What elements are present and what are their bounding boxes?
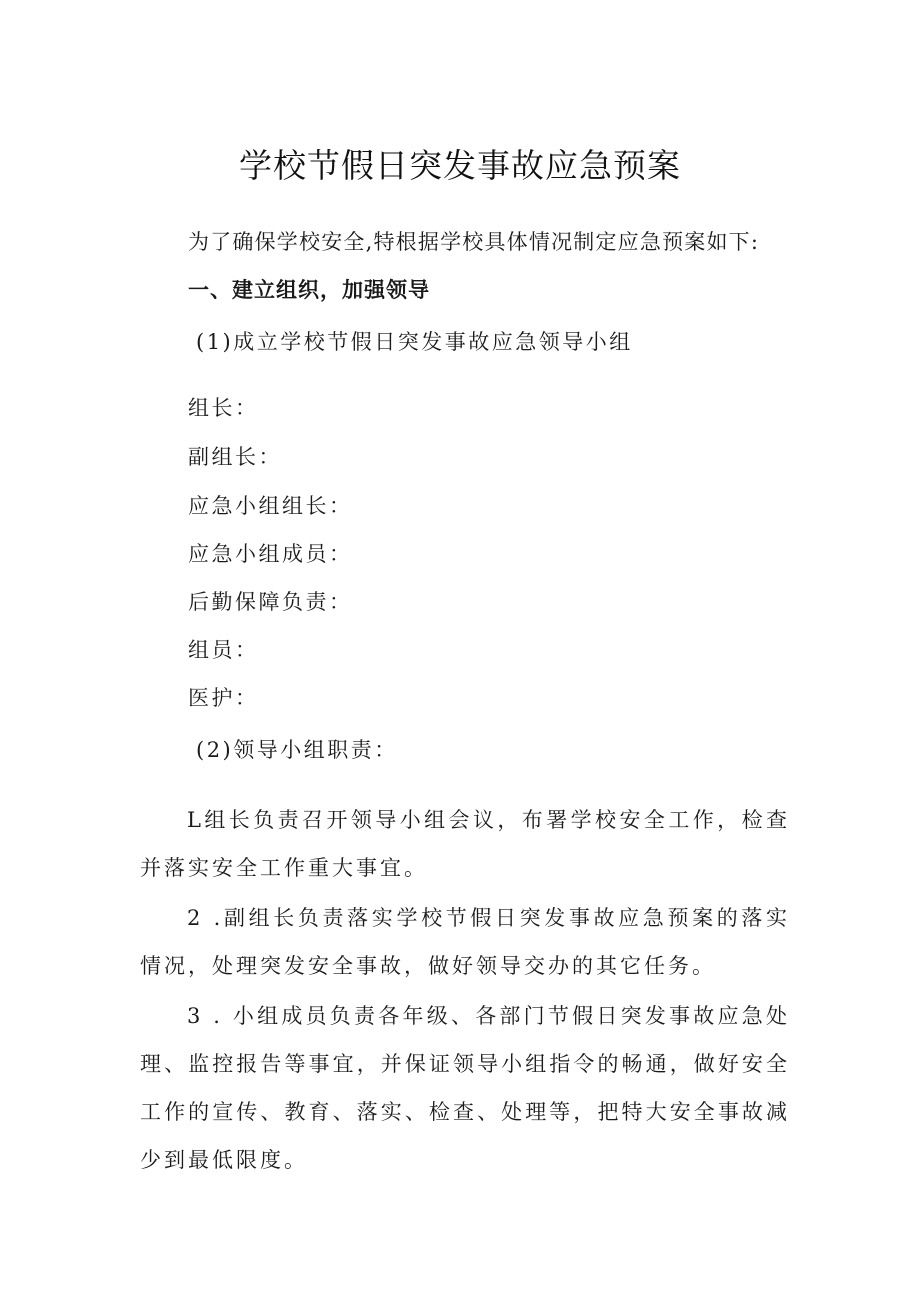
document-title: 学校节假日突发事故应急预案 bbox=[239, 146, 681, 185]
roster-line-leader: 组长： bbox=[188, 396, 259, 420]
roster-line-medical: 医护： bbox=[188, 686, 259, 710]
section-heading: 一、建立组织，加强领导 bbox=[188, 278, 430, 302]
duty-paragraph-1: L组长负责召开领导小组会议，布署学校安全工作，检查并落实安全工作重大事宜。 bbox=[140, 808, 790, 880]
intro-paragraph: 为了确保学校安全,特根据学校具体情况制定应急预案如下: bbox=[188, 230, 760, 254]
roster-line-emergency-leader: 应急小组组长： bbox=[188, 494, 353, 518]
roster-line-emergency-members: 应急小组成员： bbox=[188, 542, 353, 566]
duty-paragraph-2: 2 .副组长负责落实学校节假日突发事故应急预案的落实情况，处理突发安全事故，做好领导交办的其它任务。 bbox=[140, 906, 790, 978]
duty-paragraph-3: 3 . 小组成员负责各年级、各部门节假日突发事故应急处理、监控报告等事宜，并保证领导小组指令的畅通，做好安全工作的宣传、教育、落实、检查、处理等，把特大安全事故减少到最低限度。 bbox=[140, 1004, 790, 1172]
roster-line-members: 组员： bbox=[188, 638, 259, 662]
roster-line-logistics: 后勤保障负责： bbox=[188, 590, 353, 614]
subsection-title-2: (2)领导小组职责： bbox=[196, 738, 398, 762]
subsection-title-1: (1)成立学校节假日突发事故应急领导小组 bbox=[196, 330, 633, 354]
roster-line-deputy-leader: 副组长： bbox=[188, 445, 282, 469]
